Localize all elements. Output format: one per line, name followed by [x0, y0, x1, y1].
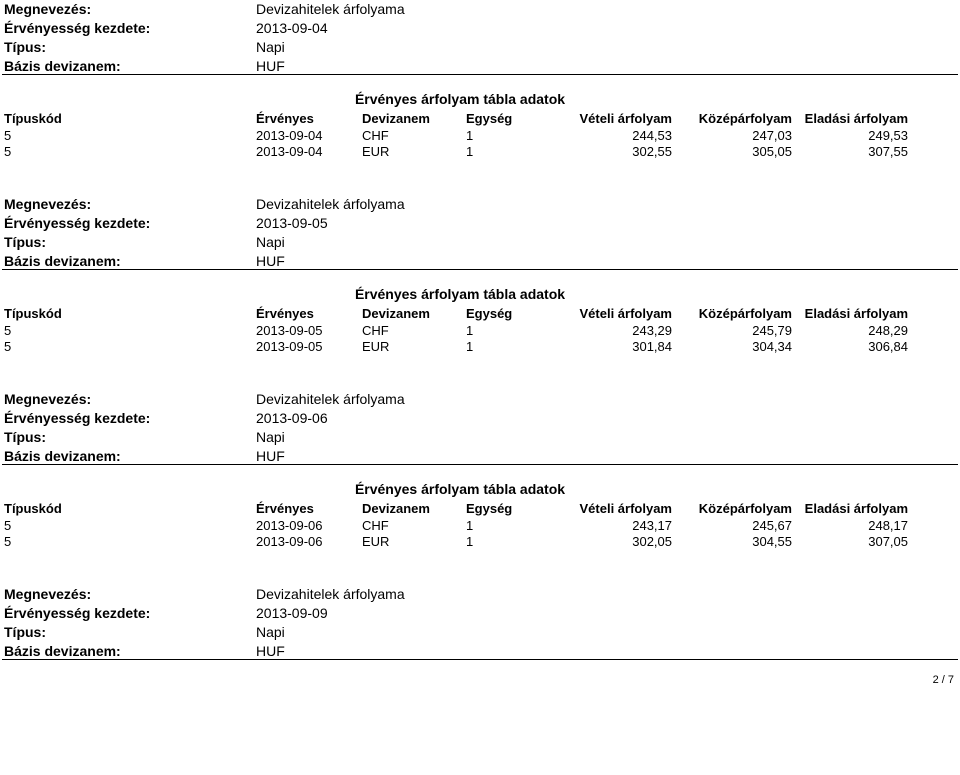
meta-name-row: [4, 195, 504, 214]
meta-base-currency-label: Bázis devizanem:: [4, 643, 121, 659]
table-cell-col-ervenyes: 2013-09-04: [256, 128, 323, 143]
page-number: 2 / 7: [932, 674, 954, 686]
meta-valid-from-row: [4, 214, 504, 233]
meta-base-currency-value: HUF: [256, 643, 285, 659]
table-cell-col-devizanem: EUR: [362, 144, 390, 159]
table-cell-col-tipuskod: 5: [4, 128, 12, 143]
header-col-tipuskod: Típuskód: [4, 501, 62, 516]
table-cell-col-tipuskod: 5: [4, 534, 12, 549]
meta-name-value: Devizahitelek árfolyama: [256, 1, 405, 17]
table-cell-col-veteli: 302,05: [632, 534, 672, 549]
header-col-devizanem: Devizanem: [362, 111, 430, 126]
table-cell-col-ervenyes: 2013-09-04: [256, 144, 323, 159]
table-title: Érvényes árfolyam tábla adatok: [354, 91, 566, 107]
meta-valid-from-value: 2013-09-05: [256, 215, 328, 231]
table-cell-col-eladasi: 248,17: [868, 518, 908, 533]
table-cell-col-kozep: 247,03: [752, 128, 792, 143]
meta-valid-from-value: 2013-09-04: [256, 20, 328, 36]
table-cell-col-ervenyes: 2013-09-05: [256, 339, 323, 354]
separator-line: [2, 464, 958, 465]
table-cell-col-devizanem: EUR: [362, 534, 390, 549]
header-col-ervenyes: Érvényes: [256, 111, 314, 126]
table-cell-col-eladasi: 307,55: [868, 144, 908, 159]
table-cell-col-eladasi: 307,05: [868, 534, 908, 549]
table-title: Érvényes árfolyam tábla adatok: [354, 286, 566, 302]
table-cell-col-eladasi: 249,53: [868, 128, 908, 143]
meta-name-value: Devizahitelek árfolyama: [256, 391, 405, 407]
header-col-tipuskod: Típuskód: [4, 306, 62, 321]
meta-name-label: Megnevezés:: [4, 586, 92, 602]
meta-base-currency-label: Bázis devizanem:: [4, 448, 121, 464]
meta-type-row: [4, 233, 504, 252]
header-col-egyseg: Egység: [466, 306, 513, 321]
table-cell-col-devizanem: CHF: [362, 518, 389, 533]
rate-block: [0, 195, 960, 385]
meta-base-currency-value: HUF: [256, 253, 285, 269]
table-cell-col-ervenyes: 2013-09-06: [256, 518, 323, 533]
header-col-veteli: Vételi árfolyam: [579, 111, 672, 126]
header-col-tipuskod: Típuskód: [4, 111, 62, 126]
table-cell-col-devizanem: CHF: [362, 323, 389, 338]
meta-type-label: Típus:: [4, 39, 46, 55]
header-col-kozep: Középárfolyam: [698, 501, 792, 516]
table-cell-col-egyseg: 1: [466, 339, 474, 354]
meta-name-value: Devizahitelek árfolyama: [256, 196, 405, 212]
table-cell-col-egyseg: 1: [466, 323, 474, 338]
table-cell-col-devizanem: CHF: [362, 128, 389, 143]
table-cell-col-kozep: 304,55: [752, 534, 792, 549]
rate-block: [0, 0, 960, 190]
table-cell-col-tipuskod: 5: [4, 144, 12, 159]
meta-valid-from-label: Érvényesség kezdete:: [4, 215, 151, 231]
header-col-devizanem: Devizanem: [362, 306, 430, 321]
meta-type-row: [4, 38, 504, 57]
meta-type-value: Napi: [256, 624, 285, 640]
table-cell-col-veteli: 243,29: [632, 323, 672, 338]
meta-base-currency-label: Bázis devizanem:: [4, 253, 121, 269]
meta-type-value: Napi: [256, 429, 285, 445]
meta-type-label: Típus:: [4, 234, 46, 250]
table-cell-col-egyseg: 1: [466, 534, 474, 549]
header-col-kozep: Középárfolyam: [698, 111, 792, 126]
header-col-veteli: Vételi árfolyam: [579, 306, 672, 321]
table-cell-col-ervenyes: 2013-09-06: [256, 534, 323, 549]
meta-type-label: Típus:: [4, 429, 46, 445]
meta-base-currency-value: HUF: [256, 448, 285, 464]
table-cell-col-egyseg: 1: [466, 128, 474, 143]
meta-type-row: [4, 428, 504, 447]
table-cell-col-veteli: 244,53: [632, 128, 672, 143]
table-title: Érvényes árfolyam tábla adatok: [354, 481, 566, 497]
header-col-ervenyes: Érvényes: [256, 306, 314, 321]
table-cell-col-devizanem: EUR: [362, 339, 390, 354]
separator-line: [2, 74, 958, 75]
header-col-eladasi: Eladási árfolyam: [804, 501, 908, 516]
header-col-veteli: Vételi árfolyam: [579, 501, 672, 516]
header-col-kozep: Középárfolyam: [698, 306, 792, 321]
meta-type-value: Napi: [256, 234, 285, 250]
meta-base-currency-label: Bázis devizanem:: [4, 58, 121, 74]
meta-name-value: Devizahitelek árfolyama: [256, 586, 405, 602]
header-col-eladasi: Eladási árfolyam: [804, 111, 908, 126]
meta-name-label: Megnevezés:: [4, 1, 92, 17]
meta-valid-from-row: [4, 409, 504, 428]
table-cell-col-eladasi: 248,29: [868, 323, 908, 338]
separator-line: [2, 269, 958, 270]
meta-type-row: [4, 623, 504, 642]
meta-name-label: Megnevezés:: [4, 391, 92, 407]
header-col-devizanem: Devizanem: [362, 501, 430, 516]
meta-type-value: Napi: [256, 39, 285, 55]
table-cell-col-egyseg: 1: [466, 518, 474, 533]
rate-block: [0, 585, 960, 775]
table-cell-col-tipuskod: 5: [4, 339, 12, 354]
meta-name-row: [4, 0, 504, 19]
table-cell-col-veteli: 243,17: [632, 518, 672, 533]
meta-name-row: [4, 390, 504, 409]
meta-type-label: Típus:: [4, 624, 46, 640]
table-cell-col-kozep: 245,79: [752, 323, 792, 338]
meta-valid-from-value: 2013-09-09: [256, 605, 328, 621]
separator-line: [2, 659, 958, 660]
table-cell-col-eladasi: 306,84: [868, 339, 908, 354]
meta-valid-from-label: Érvényesség kezdete:: [4, 605, 151, 621]
header-col-egyseg: Egység: [466, 501, 513, 516]
table-cell-col-veteli: 301,84: [632, 339, 672, 354]
header-col-egyseg: Egység: [466, 111, 513, 126]
meta-base-currency-value: HUF: [256, 58, 285, 74]
meta-valid-from-value: 2013-09-06: [256, 410, 328, 426]
meta-valid-from-label: Érvényesség kezdete:: [4, 410, 151, 426]
table-cell-col-egyseg: 1: [466, 144, 474, 159]
meta-valid-from-label: Érvényesség kezdete:: [4, 20, 151, 36]
table-cell-col-kozep: 245,67: [752, 518, 792, 533]
header-col-ervenyes: Érvényes: [256, 501, 314, 516]
table-cell-col-tipuskod: 5: [4, 323, 12, 338]
table-cell-col-kozep: 304,34: [752, 339, 792, 354]
table-cell-col-ervenyes: 2013-09-05: [256, 323, 323, 338]
header-col-eladasi: Eladási árfolyam: [804, 306, 908, 321]
table-cell-col-tipuskod: 5: [4, 518, 12, 533]
rate-block: [0, 390, 960, 580]
table-cell-col-veteli: 302,55: [632, 144, 672, 159]
table-cell-col-kozep: 305,05: [752, 144, 792, 159]
meta-name-row: [4, 585, 504, 604]
meta-valid-from-row: [4, 19, 504, 38]
meta-name-label: Megnevezés:: [4, 196, 92, 212]
meta-valid-from-row: [4, 604, 504, 623]
